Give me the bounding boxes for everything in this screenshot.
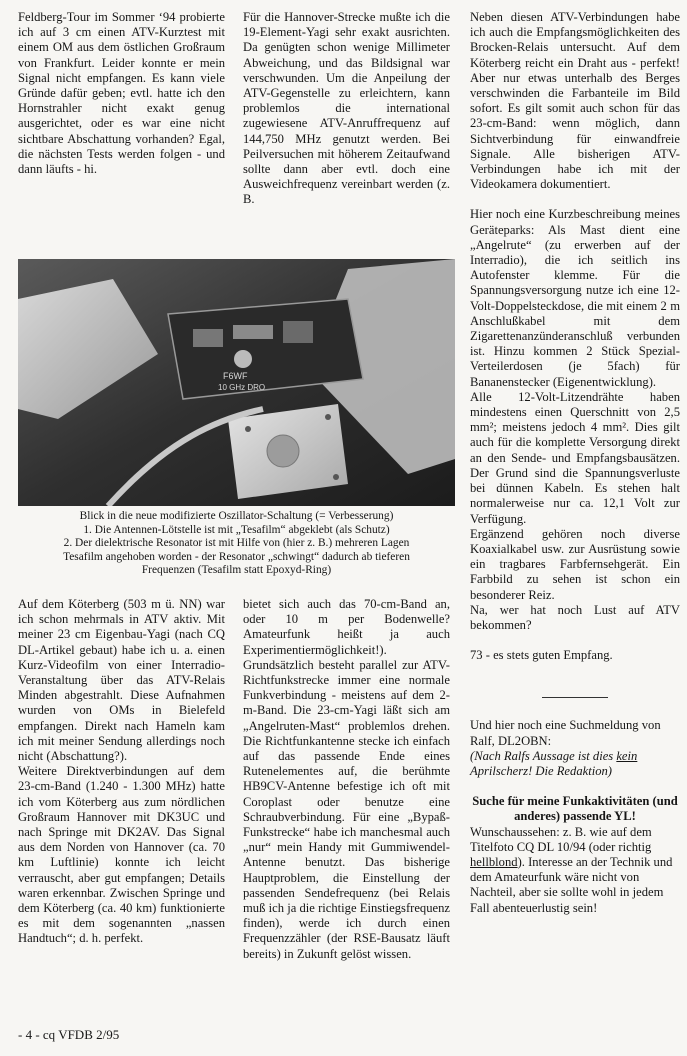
paragraph: Ergänzend gehören noch diverse Koaxialkabel usw. zur Ausrüstung sowie ein tragbares Farbfernsehgerät. Ein Farbbild zu sehen ist schon ein besonderer Reiz. (470, 526, 680, 602)
caption-line: 1. Die Antennen-Lötstelle ist mit „Tesafilm“ abgeklebt (als Schutz) (83, 523, 390, 536)
paragraph: Hier noch eine Kurzbeschreibung meines Geräteparks: Als Mast dient eine „Angelrute“ (zu erwerben auf der Interradio), die ich seitlich ins Autofenster klemme. Für die Spannungsversorgung nutze ich eine 12-Volt-Doppelsteckdose, die mit einem 2 m Anschlußkabel mit dem Zigarettenanzünderanschluß verbunden ist. Hinzu kommen 2 Stück Spezial-Verteilerdosen (je 5fach) für Bananenstecker (Eigenentwicklung). (470, 207, 680, 389)
paragraph: Alle 12-Volt-Litzendrähte haben mindestens einen Querschnitt von 2,5 mm²; meistens jedoch 4 mm². Dies gilt auch für die komplette Versorgung direkt an den Sende- und Empfangsbausätzen. Der Grund sind die Spannungsverluste bei dünnen Kabeln. Es stehen halt normalerweise nur ca. 12,1 Volt zur Verfügung. (470, 389, 680, 526)
caption-line: Blick in die neue modifizierte Oszillator-Schaltung (= Verbesserung) (79, 510, 394, 522)
column-1-top-text (18, 10, 225, 177)
caption-line: Tesafilm angehoben worden - der Resonator „schwingt“ dadurch ab tieferen (63, 550, 410, 563)
ad-text (470, 825, 680, 916)
editor-note (470, 749, 680, 779)
ad-heading: Suche für meine Funkaktivitäten (und anderes) passende YL! (472, 794, 678, 824)
ad-text-part: ). Interesse an der Technik und dem Amateurfunk wäre nicht von Nachteil, aber sie sollte wohl in jedem Fall abenteuerlustig sein! (470, 854, 673, 915)
column-2-bottom-text (243, 597, 450, 962)
oscillator-photo-illustration (18, 259, 455, 506)
paragraph: Neben diesen ATV-Verbindungen habe ich auch die Empfangsmöglichkeiten des Brocken-Relais untersucht. Auf dem Köterberg reicht ein Draht aus - perfekt! Aber nur etwas unterhalb des Berges verschwinden die Farbanteile im Bild sofort. Es gilt somit auch schon für das 23-cm-Band: wenn möglich, dann Sichtverbindung für einwandfreie Signale. Alle bisherigen ATV-Verbindungen habe ich mit der Videokamera dokumentiert. (470, 10, 680, 192)
paragraph: Auf dem Köterberg (503 m ü. NN) war ich schon mehrmals in ATV aktiv. Mit meiner 23 cm Eigenbau-Yagi (nach CQ DL-Artikel gebaut) habe ich u. a. einen Kurz-Videofilm von einer Interradio-Veranstaltung über das ATV-Relais Minden abgestrahlt. Diese Aufnahmen wurden von OMs in Bielefeld empfangen. Direkt nach Hameln kam ich mit meiner Sendung allerdings noch nicht (Abschattung?). (18, 597, 225, 764)
column-2-top-text (243, 10, 450, 208)
note-text: Aprilscherz! Die Redaktion) (470, 763, 612, 778)
caption-line: 2. Der dielektrische Resonator ist mit Hilfe von (hier z. B.) mehreren Lagen (63, 537, 410, 550)
oscillator-photo (18, 259, 455, 506)
paragraph: bietet sich auch das 70-cm-Band an, oder 10 m per Bodenwelle? Amateurfunk heißt ja auch Experimentiermöglichkeit!). (243, 597, 450, 657)
board-label-2: 10 GHz DRO (218, 383, 266, 392)
paragraph: Feldberg-Tour im Sommer ‘94 probierte ich auf 3 cm einen ATV-Kurztest mit einem OM aus dem östlichen Großraum von Frankfurt. Leider konnte er mein Signal nicht empfangen. Es kann viele Gründe dafür geben; evtl. hatte ich den Hornstrahler nicht exakt genug ausgerichtet, oder es war eine nicht sichtbare Abschattung vorhanden? Egal, die nächsten Tests werden folgen - und dann läufts - hi. (18, 10, 225, 177)
paragraph: Und hier noch eine Suchmeldung von Ralf, DL2OBN: (470, 718, 661, 748)
paragraph: Für die Hannover-Strecke mußte ich die 19-Element-Yagi sehr exakt ausrichten. Da genügten schon wenige Millimeter Abweichung, und das Bildsignal war verschwunden. Um die Anpeilung der ATV-Gegenstelle zu erleichtern, kann problemlos die international zugewiesene ATV-Anruffrequenz auf 144,750 MHz genutzt werden. Bei Peilversuchen mit höherem Zeitaufwand sollte dann aber evtl. doch eine Ausweichfrequenz vereinbart werden (z. B. (243, 10, 450, 207)
component (193, 329, 223, 347)
page-footer: - 4 - cq VFDB 2/95 (18, 1027, 120, 1042)
resonator (234, 350, 252, 368)
paragraph: Grundsätzlich besteht parallel zur ATV-Richtfunkstrecke immer eine normale Funkverbindung - meistens auf dem 2-m-Band. Die 23-cm-Yagi läßt sich am „Angelruten-Mast“ problemlos drehen. Die Richtfunkantenne stecke ich einfach auf das passende Ende eines Rutenelementes auf, die berühmte HB9CV-Antenne befestige ich oft mit Coroplast oder benutze eine Schraubverbindung. Für eine „Bypaß-Funkstrecke“ habe ich manchesmal auch „nur“ mein Handy mit Gummiwendel-Antenne benutzt. Das bisherige Hauptproblem, die Einstellung der passenden Sendefrequenz (bei Relais muß ich ja die richtige Einstiegsfrequenz finden), werde ich durch einen Frequenzzähler (der RSE-Bausatz läuft bereits) in Zukunft gelöst wissen. (243, 657, 450, 961)
paragraph: Weitere Direktverbindungen auf dem 23-cm-Band (1.240 - 1.300 MHz) hatte ich vom Köterberg aus zum nördlichen Großraum Hannover mit DK3UC und nach Springe mit DK2AV. Das Signal aus dem Norden von Hannover (ca. 70 km Luftlinie) konnte ich leicht verrauscht, aber gut empfangen; Details waren erkennbar. Zwischen Springe und dem Köterberg (ca. 40 km) funktionierte es mit dem sogenannten „nassen Handtuch“; d. h. perfekt. (18, 764, 225, 946)
column-3-text (470, 10, 680, 916)
note-emphasis: kein (616, 748, 638, 763)
paragraph: Na, wer hat noch Lust auf ATV bekommen? (470, 602, 680, 632)
ad-text-emphasis: hellblond (470, 854, 518, 869)
board-label-1: F6WF (223, 371, 248, 381)
caption-line: Frequenzen (Tesafilm statt Epoxyd-Ring) (141, 564, 332, 577)
column-1-bottom-text (18, 597, 225, 947)
component (283, 321, 313, 343)
note-text: (Nach Ralfs Aussage ist dies (470, 748, 617, 763)
component (233, 325, 273, 339)
ad-text-part: Wunschaussehen: z. B. wie auf dem Titelfoto CQ DL 10/94 (oder richtig (470, 824, 652, 854)
photo-caption (18, 510, 455, 578)
plate-screw (267, 435, 299, 467)
paragraph: 73 - es stets guten Empfang. (470, 648, 613, 663)
